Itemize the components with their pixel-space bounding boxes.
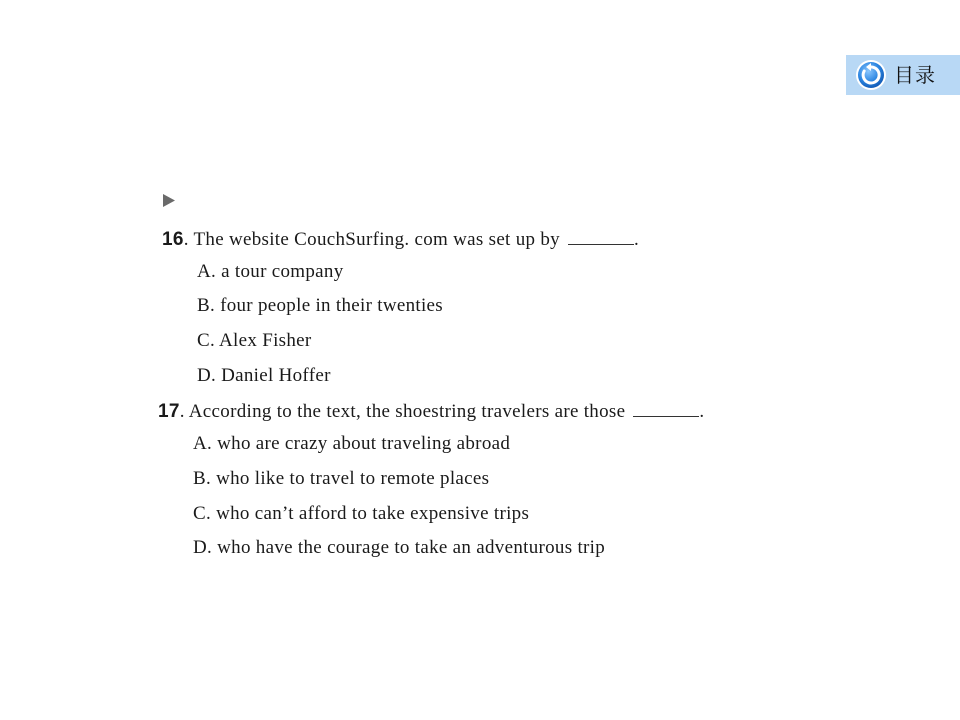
question-17-stem (158, 398, 704, 424)
option-17d: D. who have the courage to take an adventurous trip (193, 537, 606, 558)
refresh-icon (855, 59, 887, 91)
toc-button[interactable] (846, 55, 960, 95)
question-end: . (699, 401, 705, 422)
question-text: . The website CouchSurfing. com was set up by (183, 229, 560, 250)
option-17a: A. who are crazy about traveling abroad (193, 433, 511, 454)
option-16d: D. Daniel Hoffer (197, 365, 331, 386)
option-16b: B. four people in their twenties (197, 295, 443, 316)
answer-blank (633, 398, 699, 417)
question-number: 16 (162, 229, 184, 250)
question-16-stem (162, 226, 639, 252)
question-end: . (633, 229, 640, 250)
answer-blank (568, 226, 634, 245)
toc-label: 目录 (894, 63, 936, 87)
play-marker-icon[interactable] (162, 193, 176, 208)
option-16c: C. Alex Fisher (197, 330, 312, 351)
option-17c: C. who can’t afford to take expensive trips (193, 503, 530, 524)
question-text: . According to the text, the shoestring travelers are those (179, 401, 626, 422)
option-16a: A. a tour company (197, 261, 344, 282)
question-number: 17 (158, 401, 180, 422)
option-17b: B. who like to travel to remote places (193, 468, 490, 489)
